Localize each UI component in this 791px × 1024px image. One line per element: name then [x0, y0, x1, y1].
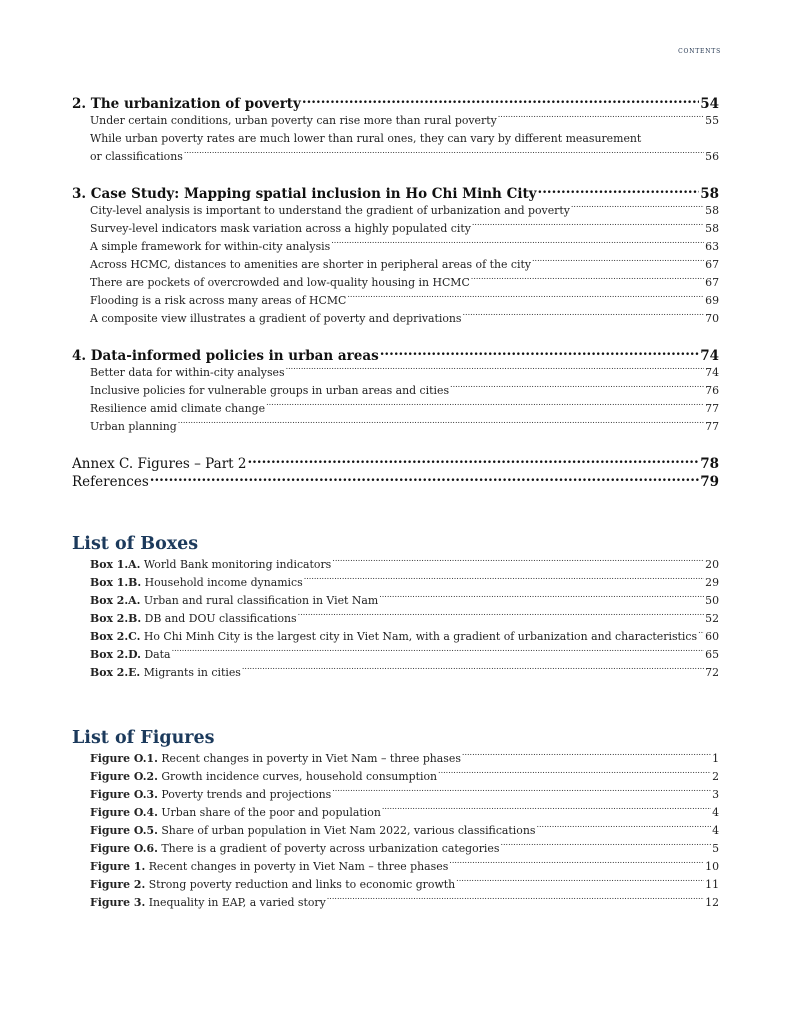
page-number: 76	[705, 384, 719, 397]
entry-label: Figure 1.	[90, 860, 146, 873]
entry-text: Urban share of the poor and population	[161, 806, 381, 819]
entry-text: Urban and rural classification in Viet Nam	[143, 594, 379, 607]
page-number: 4	[712, 824, 719, 837]
leader-dots	[379, 593, 704, 604]
section-title: Better data for within-city analyses	[90, 366, 285, 379]
entry-title	[90, 822, 535, 840]
toc-annex-c[interactable]	[72, 454, 719, 472]
toc-section[interactable]	[72, 292, 719, 310]
entry-label: Figure 3.	[90, 896, 146, 909]
entry-text: Migrants in cities	[143, 666, 241, 679]
leader-dots	[536, 823, 711, 834]
section-title-line2: or classifications	[90, 150, 183, 163]
spacer	[72, 436, 719, 454]
figure-entry[interactable]	[72, 786, 719, 804]
entry-text: Poverty trends and projections	[161, 788, 332, 801]
page-number: 3	[712, 788, 719, 801]
leader-dots	[463, 311, 705, 322]
entry-text: DB and DOU classifications	[144, 612, 297, 625]
entry-label: Figure O.6.	[90, 842, 158, 855]
page-number: 67	[705, 258, 719, 271]
leader-dots	[247, 454, 699, 468]
toc-section[interactable]	[72, 364, 719, 382]
references-title: References	[72, 473, 149, 490]
entry-title	[90, 610, 297, 628]
page-number: 77	[705, 402, 719, 415]
spacer	[72, 166, 719, 184]
entry-title	[90, 768, 437, 786]
list-of-figures	[72, 750, 719, 912]
page-number: 63	[705, 240, 719, 253]
entry-label: Figure O.1.	[90, 752, 158, 765]
leader-dots	[327, 895, 704, 906]
entry-text: Share of urban population in Viet Nam 2022, various classifications	[161, 824, 536, 837]
section-title: A simple framework for within-city analysis	[90, 240, 331, 253]
box-entry[interactable]	[72, 574, 719, 592]
toc-chapter-3[interactable]	[72, 184, 719, 202]
leader-dots	[266, 401, 704, 412]
entry-label: Box 2.B.	[90, 612, 142, 625]
page-number: 50	[705, 594, 719, 607]
toc-section[interactable]	[72, 220, 719, 238]
leader-dots	[498, 113, 704, 124]
page-number: 78	[700, 455, 719, 472]
page-number: 12	[705, 896, 719, 909]
entry-text: There is a gradient of poverty across urbanization categories	[161, 842, 500, 855]
toc-section[interactable]	[72, 274, 719, 292]
entry-text: Ho Chi Minh City is the largest city in Viet Nam, with a gradient of urbanization and characteristics	[143, 630, 698, 643]
entry-title	[90, 664, 241, 682]
leader-dots	[500, 841, 711, 852]
entry-title	[90, 840, 499, 858]
page-number: 29	[705, 576, 719, 589]
list-of-boxes	[72, 556, 719, 682]
leader-dots	[472, 221, 704, 232]
toc-section-wrapped[interactable]	[72, 130, 719, 166]
toc-section[interactable]	[72, 202, 719, 220]
page-number: 70	[705, 312, 719, 325]
entry-title	[90, 646, 171, 664]
leader-dots	[438, 769, 711, 780]
entry-label: Figure O.5.	[90, 824, 158, 837]
page-number: 4	[712, 806, 719, 819]
entry-label: Figure O.3.	[90, 788, 158, 801]
entry-text: Growth incidence curves, household consumption	[161, 770, 438, 783]
annex-title: Annex C. Figures – Part 2	[72, 455, 247, 472]
spacer	[72, 328, 719, 346]
running-header: contents	[678, 46, 721, 56]
page-number: 77	[705, 420, 719, 433]
page-number: 60	[705, 630, 719, 643]
entry-label: Box 2.E.	[90, 666, 141, 679]
figure-entry[interactable]	[72, 750, 719, 768]
section-title: There are pockets of overcrowded and low-quality housing in HCMC	[90, 276, 470, 289]
entry-label: Box 2.A.	[90, 594, 141, 607]
section-title: Survey-level indicators mask variation across a highly populated city	[90, 222, 471, 235]
page-number: 74	[700, 347, 719, 364]
chapter-title: 4. Data-informed policies in urban areas	[72, 347, 379, 364]
entry-label: Figure O.4.	[90, 806, 158, 819]
entry-text: Household income dynamics	[144, 576, 303, 589]
entry-title	[90, 804, 381, 822]
leader-dots	[242, 665, 704, 676]
leader-dots	[449, 859, 704, 870]
leader-dots	[304, 575, 704, 586]
page-number: 5	[712, 842, 719, 855]
chapter-title: 3. Case Study: Mapping spatial inclusion in Ho Chi Minh City	[72, 185, 537, 202]
list-of-boxes-heading: List of Boxes	[72, 534, 199, 554]
spacer	[72, 490, 719, 532]
figure-entry[interactable]	[72, 894, 719, 912]
toc-section[interactable]	[72, 238, 719, 256]
leader-dots	[302, 94, 699, 108]
section-title-line1: While urban poverty rates are much lower than rural ones, they can vary by different measurement	[90, 132, 642, 145]
leader-dots	[698, 629, 704, 640]
page-number: 1	[712, 752, 719, 765]
box-entry[interactable]	[72, 646, 719, 664]
table-of-contents	[72, 94, 719, 912]
page-number: 56	[705, 150, 719, 163]
box-entry[interactable]	[72, 628, 719, 646]
leader-dots	[456, 877, 704, 888]
entry-label: Box 1.A.	[90, 558, 141, 571]
section-title: Resilience amid climate change	[90, 402, 266, 415]
section-title: A composite view illustrates a gradient of poverty and deprivations	[90, 312, 462, 325]
page-number: 69	[705, 294, 719, 307]
box-entry[interactable]	[72, 592, 719, 610]
leader-dots	[380, 346, 699, 360]
section-title-line2-row	[90, 148, 719, 166]
box-entry[interactable]	[72, 556, 719, 574]
page-number: 65	[705, 648, 719, 661]
section-title: Flooding is a risk across many areas of HCMC	[90, 294, 347, 307]
leader-dots	[332, 557, 704, 568]
entry-text: Inequality in EAP, a varied story	[148, 896, 326, 909]
entry-title	[90, 556, 331, 574]
toc-section[interactable]	[72, 256, 719, 274]
leader-dots	[332, 787, 711, 798]
page-number: 58	[700, 185, 719, 202]
section-title: Urban planning	[90, 420, 177, 433]
page-number: 74	[705, 366, 719, 379]
entry-text: World Bank monitoring indicators	[143, 558, 332, 571]
entry-label: Figure 2.	[90, 878, 146, 891]
leader-dots	[471, 275, 704, 286]
page-number: 58	[705, 222, 719, 235]
toc-section[interactable]	[72, 418, 719, 436]
leader-dots	[538, 184, 700, 198]
entry-text: Recent changes in poverty in Viet Nam – three phases	[148, 860, 449, 873]
entry-label: Box 2.D.	[90, 648, 141, 661]
entry-title	[90, 592, 378, 610]
figure-entry[interactable]	[72, 768, 719, 786]
toc-section[interactable]	[72, 112, 719, 130]
entry-label: Figure O.2.	[90, 770, 158, 783]
page-number: 52	[705, 612, 719, 625]
list-of-figures-heading: List of Figures	[72, 728, 215, 748]
spacer	[72, 682, 719, 726]
toc-section[interactable]	[72, 382, 719, 400]
section-title: Across HCMC, distances to amenities are shorter in peripheral areas of the city	[90, 258, 531, 271]
page-number: 10	[705, 860, 719, 873]
leader-dots	[178, 419, 704, 430]
leader-dots	[450, 383, 704, 394]
figure-entry[interactable]	[72, 822, 719, 840]
leader-dots	[150, 472, 699, 486]
entry-title	[90, 628, 697, 646]
entry-title	[90, 858, 448, 876]
toc-chapter-2[interactable]	[72, 94, 719, 112]
toc-section[interactable]	[72, 400, 719, 418]
entry-title	[90, 894, 326, 912]
entry-label: Box 1.B.	[90, 576, 142, 589]
page-number: 54	[700, 95, 719, 112]
figure-entry[interactable]	[72, 804, 719, 822]
chapter-title: 2. The urbanization of poverty	[72, 95, 301, 112]
page-number: 2	[712, 770, 719, 783]
page-number: 11	[705, 878, 719, 891]
toc-chapter-4[interactable]	[72, 346, 719, 364]
entry-title	[90, 786, 331, 804]
figure-entry[interactable]	[72, 840, 719, 858]
page-number: 72	[705, 666, 719, 679]
leader-dots	[184, 152, 704, 160]
entry-text: Recent changes in poverty in Viet Nam – three phases	[161, 752, 461, 765]
figure-entry[interactable]	[72, 876, 719, 894]
entry-title	[90, 750, 461, 768]
leader-dots	[331, 239, 704, 250]
leader-dots	[462, 751, 711, 762]
entry-text: Data	[144, 648, 171, 661]
leader-dots	[286, 365, 705, 376]
section-title: City-level analysis is important to understand the gradient of urbanization and poverty	[90, 204, 570, 217]
box-entry[interactable]	[72, 664, 719, 682]
page-number: 58	[705, 204, 719, 217]
page-number: 79	[700, 473, 719, 490]
toc-section[interactable]	[72, 310, 719, 328]
figure-entry[interactable]	[72, 858, 719, 876]
entry-text: Strong poverty reduction and links to economic growth	[148, 878, 456, 891]
entry-title	[90, 574, 303, 592]
box-entry[interactable]	[72, 610, 719, 628]
section-title: Inclusive policies for vulnerable groups in urban areas and cities	[90, 384, 450, 397]
leader-dots	[382, 805, 711, 816]
leader-dots	[532, 257, 704, 268]
leader-dots	[298, 611, 704, 622]
page-number: 55	[705, 114, 719, 127]
page-number: 20	[705, 558, 719, 571]
toc-references[interactable]	[72, 472, 719, 490]
page-number: 67	[705, 276, 719, 289]
entry-title	[90, 876, 455, 894]
section-title: Under certain conditions, urban poverty can rise more than rural poverty	[90, 114, 497, 127]
entry-label: Box 2.C.	[90, 630, 141, 643]
leader-dots	[571, 203, 704, 214]
leader-dots	[172, 647, 705, 658]
leader-dots	[347, 293, 704, 304]
